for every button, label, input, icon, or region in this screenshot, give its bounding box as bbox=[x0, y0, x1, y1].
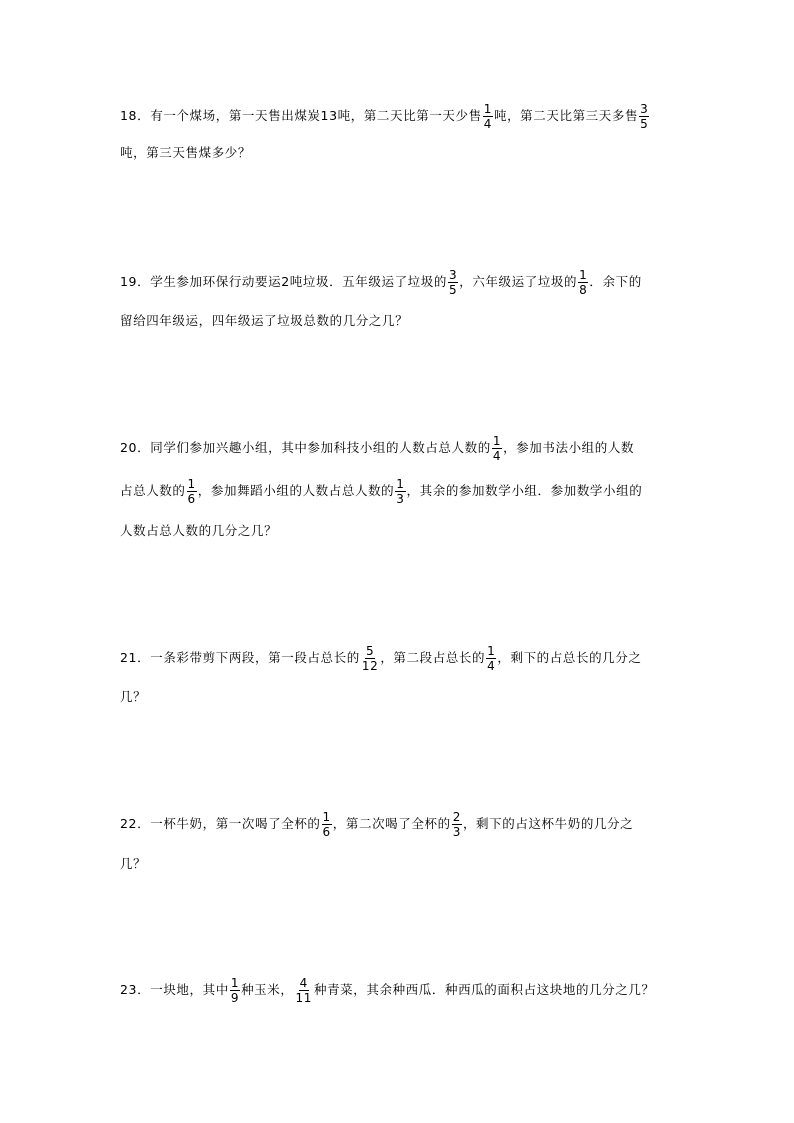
problem-18-text: 吨，第二天比第三天多售 bbox=[493, 108, 639, 123]
problem-18-text: 有一个煤场，第一天售出煤炭13吨，第二天比第一天少售 bbox=[150, 108, 482, 123]
problem-23-text: 种玉米， bbox=[241, 982, 294, 997]
problem-19-text: 学生参加环保行动要运2吨垃圾．五年级运了垃圾的 bbox=[150, 274, 447, 289]
fraction-4-11: $\frac{4}{11}$ bbox=[295, 975, 312, 1005]
problem-18-text: 吨，第三天售煤多少？ bbox=[120, 145, 252, 160]
fraction-1-4: $\frac{1}{4}$ bbox=[487, 643, 496, 673]
problem-22-text: 一杯牛奶，第一次喝了全杯的 bbox=[150, 816, 321, 831]
fraction-1-8: $\frac{1}{8}$ bbox=[579, 267, 588, 297]
problem-19-line-2 bbox=[120, 301, 408, 341]
problem-23-line-1 bbox=[120, 970, 655, 1010]
problem-23-number: 23． bbox=[120, 982, 151, 997]
problem-23-text: 种青菜，其余种西瓜．种西瓜的面积占这块地的几分之几？ bbox=[313, 982, 655, 997]
problem-18-line-2 bbox=[120, 133, 251, 173]
fraction-1-4: $\frac{1}{4}$ bbox=[483, 101, 492, 131]
problem-20-number: 20． bbox=[120, 440, 151, 455]
problem-20-line-1 bbox=[120, 428, 634, 468]
problem-19-number: 19． bbox=[120, 274, 151, 289]
problem-22-number: 22． bbox=[120, 816, 151, 831]
problem-22-line-2 bbox=[120, 844, 146, 884]
fraction-2-3: $\frac{2}{3}$ bbox=[452, 809, 461, 839]
fraction-1-3: $\frac{1}{3}$ bbox=[396, 476, 405, 506]
fraction-3-5: $\frac{3}{5}$ bbox=[640, 101, 649, 131]
problem-21-text: ，第二段占总长的 bbox=[380, 650, 486, 665]
problem-20-text: 同学们参加兴趣小组，其中参加科技小组的人数占总人数的 bbox=[150, 440, 491, 455]
problem-20-text: ，参加书法小组的人数 bbox=[503, 440, 635, 455]
problem-20-line-2 bbox=[120, 471, 642, 511]
problem-20-line-3 bbox=[120, 511, 277, 551]
problem-21-text: ，剩下的占总长的几分之 bbox=[497, 650, 642, 665]
problem-22-text: ，第二次喝了全杯的 bbox=[332, 816, 451, 831]
problem-18-line-1 bbox=[120, 96, 650, 136]
problem-20-text: 占总人数的 bbox=[120, 483, 186, 498]
problem-20-text: 人数占总人数的几分之几？ bbox=[120, 523, 278, 538]
fraction-1-4: $\frac{1}{4}$ bbox=[492, 433, 502, 463]
problem-19-text: ，六年级运了垃圾的 bbox=[459, 274, 578, 289]
problem-22-text: ，剩下的占这杯牛奶的几分之 bbox=[462, 816, 634, 831]
fraction-5-12: $\frac{5}{12}$ bbox=[361, 643, 379, 673]
fraction-3-5: $\frac{3}{5}$ bbox=[448, 267, 458, 297]
problem-22-line-1 bbox=[120, 804, 633, 844]
fraction-1-9: $\frac{1}{9}$ bbox=[230, 975, 240, 1005]
problem-19-text: ．余下的 bbox=[589, 274, 642, 289]
fraction-1-6: $\frac{1}{6}$ bbox=[322, 809, 331, 839]
problem-21-line-2 bbox=[120, 677, 146, 717]
problem-19-line-1 bbox=[120, 262, 642, 302]
problem-21-text: 一条彩带剪下两段，第一段占总长的 bbox=[150, 650, 360, 665]
problem-23-text: 一块地，其中 bbox=[150, 982, 229, 997]
problem-21-number: 21． bbox=[120, 650, 151, 665]
problem-18-number: 18． bbox=[120, 108, 151, 123]
problem-21-line-1 bbox=[120, 638, 641, 678]
problem-20-text: ，参加舞蹈小组的人数占总人数的 bbox=[197, 483, 395, 498]
problem-20-text: ，其余的参加数学小组．参加数学小组的 bbox=[406, 483, 643, 498]
problem-19-text: 留给四年级运，四年级运了垃圾总数的几分之几？ bbox=[120, 313, 409, 328]
problem-21-text: 几？ bbox=[120, 689, 147, 704]
problem-22-text: 几？ bbox=[120, 856, 147, 871]
fraction-1-6: $\frac{1}{6}$ bbox=[187, 476, 196, 506]
